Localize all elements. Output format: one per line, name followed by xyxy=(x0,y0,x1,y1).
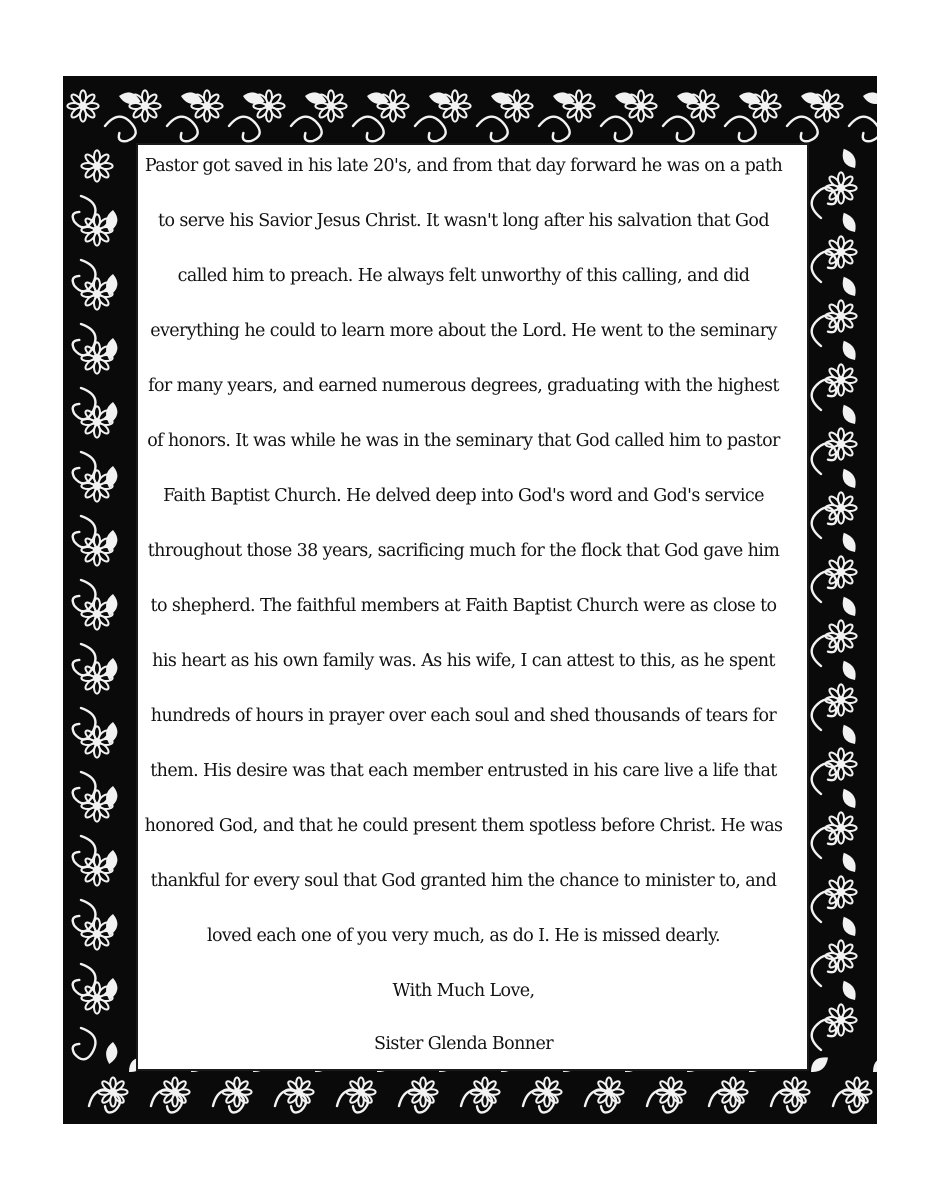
flower-icon xyxy=(811,90,842,121)
letter-line-9: to shepherd. The faithful members at Faith Baptist Church were as close to xyxy=(150,596,777,616)
flower-icon xyxy=(749,90,780,121)
flower-icon xyxy=(377,90,408,121)
flower-icon xyxy=(563,90,594,121)
scroll-icon xyxy=(165,114,200,143)
letter-line-5: for many years, and earned numerous degrees, graduating with the highest xyxy=(148,376,779,396)
leaf-icon xyxy=(840,402,858,427)
scroll-icon xyxy=(785,114,820,143)
flower-icon xyxy=(625,90,656,121)
letter-signature: Sister Glenda Bonner xyxy=(374,1034,553,1054)
flower-icon xyxy=(439,90,470,121)
letter-line-11: hundreds of hours in prayer over each soul and shed thousands of tears for xyxy=(150,706,777,726)
flower-icon xyxy=(81,726,112,757)
leaf-icon xyxy=(807,1054,832,1075)
scroll-icon xyxy=(227,114,262,143)
scroll-icon xyxy=(103,114,138,143)
letter-line-14: thankful for every soul that God granted him the chance to minister to, and xyxy=(150,871,777,891)
letter-line-15: loved each one of you very much, as do I. He is missed dearly. xyxy=(206,926,721,946)
letter-line-10: his heart as his own family was. As his wife, I can attest to this, as he spent xyxy=(152,651,775,671)
leaf-icon xyxy=(840,722,858,747)
scroll-icon xyxy=(537,114,572,143)
letter-line-12: them. His desire was that each member entrusted in his care live a life that xyxy=(150,761,777,781)
scroll-icon xyxy=(289,114,324,143)
letter-closing: With Much Love, xyxy=(392,981,535,1001)
letter-line-7: Faith Baptist Church. He delved deep into God's word and God's service xyxy=(163,486,764,506)
flower-icon xyxy=(67,90,98,121)
letter-line-8: throughout those 38 years, sacrificing much for the flock that God gave him xyxy=(147,541,780,561)
scroll-icon xyxy=(809,889,838,924)
letter-line-6: of honors. It was while he was in the seminary that God called him to pastor xyxy=(147,431,780,451)
leaf-icon xyxy=(862,89,877,109)
flower-icon xyxy=(191,90,222,121)
flower-icon xyxy=(81,342,112,373)
letter-line-2: to serve his Savior Jesus Christ. It wasn't long after his salvation that God xyxy=(158,211,769,231)
flower-icon xyxy=(501,90,532,121)
scroll-icon xyxy=(413,114,448,143)
leaf-icon xyxy=(840,338,858,363)
scroll-icon xyxy=(351,114,386,143)
flower-icon xyxy=(129,90,160,121)
leaf-icon xyxy=(869,1054,877,1075)
letter-line-1: Pastor got saved in his late 20's, and from that day forward he was on a path xyxy=(144,156,783,176)
flower-icon xyxy=(315,90,346,121)
scroll-icon xyxy=(661,114,696,143)
flower-icon xyxy=(687,90,718,121)
letter-line-3: called him to preach. He always felt unworthy of this calling, and did xyxy=(177,266,750,286)
flower-icon xyxy=(81,790,112,821)
letter-line-13: honored God, and that he could present them spotless before Christ. He was xyxy=(144,816,783,836)
scroll-icon xyxy=(723,114,758,143)
leaf-icon xyxy=(840,850,858,875)
scroll-icon xyxy=(847,114,877,143)
scroll-icon xyxy=(809,505,838,540)
scroll-icon xyxy=(475,114,510,143)
letter-line-4: everything he could to learn more about the Lord. He went to the seminary xyxy=(150,321,777,341)
flower-icon xyxy=(253,90,284,121)
scroll-icon xyxy=(599,114,634,143)
leaf-icon xyxy=(840,786,858,811)
